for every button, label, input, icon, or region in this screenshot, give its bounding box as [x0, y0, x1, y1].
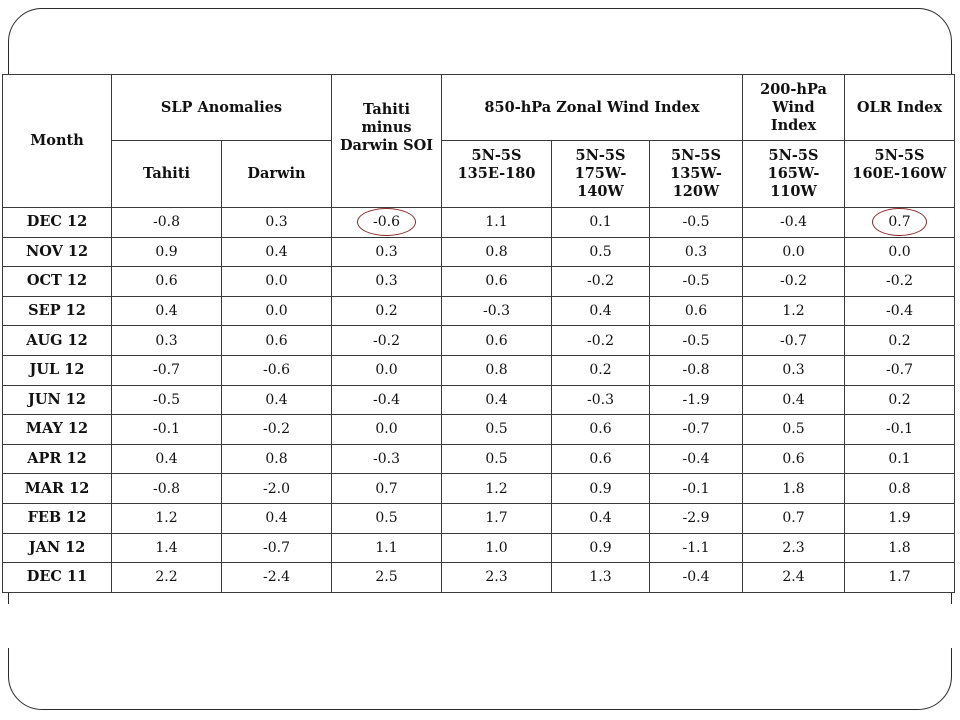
- olr-cell: 0.8: [845, 474, 955, 504]
- frame-gap-right: [946, 604, 956, 648]
- zonal-135w-120w-cell: -0.1: [650, 474, 743, 504]
- header-z3-line: 5N-5S: [671, 147, 721, 164]
- tahiti-cell: 1.2: [112, 503, 222, 533]
- highlighted-value: [888, 213, 910, 231]
- zonal-135e-180-cell: 2.3: [442, 563, 552, 593]
- zonal-135w-120w-cell: -0.4: [650, 444, 743, 474]
- table-row: [3, 267, 955, 297]
- tahiti-cell: -0.5: [112, 385, 222, 415]
- soi-cell: 0.0: [332, 415, 442, 445]
- olr-cell: 1.7: [845, 563, 955, 593]
- header-200hpa-line: Wind: [772, 98, 815, 116]
- table-row: [3, 415, 955, 445]
- olr-cell: -0.4: [845, 296, 955, 326]
- zonal-135w-120w-cell: -0.5: [650, 326, 743, 356]
- zonal-135w-120w-cell: -1.9: [650, 385, 743, 415]
- zonal-175w-140w-cell: 0.9: [552, 474, 650, 504]
- zonal-175w-140w-cell: -0.2: [552, 326, 650, 356]
- header-200hpa-line: 200-hPa: [760, 80, 827, 98]
- soi-cell: 0.0: [332, 355, 442, 385]
- highlighted-value: [373, 213, 400, 231]
- header-zonal-135w-120w: [650, 141, 743, 208]
- tahiti-cell: -0.8: [112, 474, 222, 504]
- soi-cell: 0.3: [332, 237, 442, 267]
- wind200-cell: 0.0: [743, 237, 845, 267]
- soi-cell: -0.2: [332, 326, 442, 356]
- table-row: [3, 563, 955, 593]
- tahiti-cell: 0.9: [112, 237, 222, 267]
- darwin-cell: 0.3: [222, 208, 332, 238]
- soi-cell: -0.4: [332, 385, 442, 415]
- month-cell: DEC 11: [3, 563, 112, 593]
- wind200-cell: -0.2: [743, 267, 845, 297]
- darwin-cell: -2.4: [222, 563, 332, 593]
- header-olr-line: 160E-160W: [852, 165, 947, 182]
- tahiti-cell: -0.7: [112, 355, 222, 385]
- wind200-cell: 2.4: [743, 563, 845, 593]
- olr-value: 0.7: [888, 214, 911, 231]
- zonal-135e-180-cell: 0.5: [442, 444, 552, 474]
- header-olr-160e-160w: [845, 141, 955, 208]
- soi-cell: 0.3: [332, 267, 442, 297]
- header-olr-line: 5N-5S: [874, 147, 925, 164]
- month-cell: JAN 12: [3, 533, 112, 563]
- zonal-175w-140w-cell: 0.4: [552, 503, 650, 533]
- header-zonal-175w-140w: [552, 141, 650, 208]
- olr-cell: [845, 208, 955, 238]
- zonal-135e-180-cell: 1.0: [442, 533, 552, 563]
- header-z2-line: 140W: [577, 183, 624, 200]
- header-soi: [332, 75, 442, 208]
- header-soi-line: Tahiti: [362, 101, 411, 118]
- month-cell: FEB 12: [3, 503, 112, 533]
- month-cell: DEC 12: [3, 208, 112, 238]
- frame-gap-left: [4, 604, 14, 648]
- wind200-cell: -0.4: [743, 208, 845, 238]
- wind200-cell: 1.8: [743, 474, 845, 504]
- soi-cell: [332, 208, 442, 238]
- zonal-135w-120w-cell: -1.1: [650, 533, 743, 563]
- month-cell: JUL 12: [3, 355, 112, 385]
- header-z3-line: 135W-: [670, 165, 722, 182]
- table-row: [3, 208, 955, 238]
- table-row: [3, 326, 955, 356]
- wind200-cell: 0.6: [743, 444, 845, 474]
- zonal-175w-140w-cell: -0.2: [552, 267, 650, 297]
- olr-cell: -0.2: [845, 267, 955, 297]
- zonal-135e-180-cell: 0.6: [442, 267, 552, 297]
- tahiti-cell: 0.4: [112, 444, 222, 474]
- wind200-cell: 0.7: [743, 503, 845, 533]
- zonal-135w-120w-cell: -0.8: [650, 355, 743, 385]
- zonal-135e-180-cell: 0.8: [442, 237, 552, 267]
- tahiti-cell: 0.4: [112, 296, 222, 326]
- zonal-175w-140w-cell: 1.3: [552, 563, 650, 593]
- header-z1-line: 5N-5S: [471, 147, 522, 164]
- header-z3-line: 120W: [672, 183, 720, 200]
- darwin-cell: -0.2: [222, 415, 332, 445]
- month-cell: JUN 12: [3, 385, 112, 415]
- header-w200-line: 165W-: [767, 165, 820, 182]
- darwin-cell: 0.4: [222, 237, 332, 267]
- wind200-cell: -0.7: [743, 326, 845, 356]
- olr-cell: -0.1: [845, 415, 955, 445]
- wind200-cell: 0.5: [743, 415, 845, 445]
- table-row: [3, 355, 955, 385]
- zonal-175w-140w-cell: -0.3: [552, 385, 650, 415]
- table-row: [3, 474, 955, 504]
- zonal-175w-140w-cell: 0.9: [552, 533, 650, 563]
- soi-cell: 0.5: [332, 503, 442, 533]
- olr-cell: 0.2: [845, 385, 955, 415]
- header-w200-line: 5N-5S: [768, 147, 819, 164]
- header-slp-anomalies: SLP Anomalies: [112, 75, 332, 141]
- header-soi-line: Darwin SOI: [339, 137, 434, 154]
- header-zonal-135e-180: [442, 141, 552, 208]
- soi-cell: 2.5: [332, 563, 442, 593]
- month-cell: NOV 12: [3, 237, 112, 267]
- wind200-cell: 0.4: [743, 385, 845, 415]
- header-row-1: [3, 75, 955, 141]
- zonal-135w-120w-cell: -0.7: [650, 415, 743, 445]
- zonal-135w-120w-cell: 0.3: [650, 237, 743, 267]
- zonal-135e-180-cell: 0.8: [442, 355, 552, 385]
- table-row: [3, 385, 955, 415]
- tahiti-cell: 0.3: [112, 326, 222, 356]
- zonal-175w-140w-cell: 0.2: [552, 355, 650, 385]
- darwin-cell: 0.8: [222, 444, 332, 474]
- header-month: Month: [3, 75, 112, 208]
- zonal-135w-120w-cell: -0.5: [650, 267, 743, 297]
- header-200hpa-wind-index: [743, 75, 845, 141]
- table-body: [3, 208, 955, 593]
- darwin-cell: 0.0: [222, 296, 332, 326]
- month-cell: APR 12: [3, 444, 112, 474]
- zonal-135e-180-cell: 0.6: [442, 326, 552, 356]
- zonal-135e-180-cell: 1.7: [442, 503, 552, 533]
- table-row: [3, 296, 955, 326]
- header-darwin: Darwin: [222, 141, 332, 208]
- zonal-135w-120w-cell: -2.9: [650, 503, 743, 533]
- enso-index-table: [2, 74, 955, 593]
- wind200-cell: 0.3: [743, 355, 845, 385]
- soi-value: -0.6: [373, 214, 400, 231]
- zonal-135w-120w-cell: -0.5: [650, 208, 743, 238]
- header-z2-line: 5N-5S: [575, 147, 626, 164]
- highlight-circle: [357, 208, 416, 236]
- darwin-cell: 0.4: [222, 503, 332, 533]
- header-soi-line: minus: [361, 119, 412, 136]
- tahiti-cell: -0.1: [112, 415, 222, 445]
- tahiti-cell: 2.2: [112, 563, 222, 593]
- darwin-cell: -0.6: [222, 355, 332, 385]
- zonal-175w-140w-cell: 0.6: [552, 415, 650, 445]
- wind200-cell: 1.2: [743, 296, 845, 326]
- month-cell: OCT 12: [3, 267, 112, 297]
- header-row-2: [3, 141, 955, 208]
- tahiti-cell: -0.8: [112, 208, 222, 238]
- olr-cell: 1.9: [845, 503, 955, 533]
- zonal-135e-180-cell: 0.4: [442, 385, 552, 415]
- zonal-135e-180-cell: 1.2: [442, 474, 552, 504]
- zonal-175w-140w-cell: 0.1: [552, 208, 650, 238]
- table-row: [3, 503, 955, 533]
- zonal-175w-140w-cell: 0.4: [552, 296, 650, 326]
- zonal-135e-180-cell: 0.5: [442, 415, 552, 445]
- darwin-cell: -2.0: [222, 474, 332, 504]
- soi-cell: 0.7: [332, 474, 442, 504]
- tahiti-cell: 1.4: [112, 533, 222, 563]
- zonal-175w-140w-cell: 0.5: [552, 237, 650, 267]
- header-z1-line: 135E-180: [457, 165, 536, 182]
- header-z2-line: 175W-: [574, 165, 627, 182]
- month-cell: SEP 12: [3, 296, 112, 326]
- month-cell: MAY 12: [3, 415, 112, 445]
- olr-cell: 0.1: [845, 444, 955, 474]
- table-row: [3, 533, 955, 563]
- header-zonal-wind-index: 850-hPa Zonal Wind Index: [442, 75, 743, 141]
- darwin-cell: 0.4: [222, 385, 332, 415]
- zonal-135e-180-cell: 1.1: [442, 208, 552, 238]
- highlight-circle: [872, 208, 926, 236]
- soi-cell: 1.1: [332, 533, 442, 563]
- header-200hpa-165w-110w: [743, 141, 845, 208]
- month-cell: AUG 12: [3, 326, 112, 356]
- header-tahiti: Tahiti: [112, 141, 222, 208]
- table-row: [3, 444, 955, 474]
- olr-cell: 0.0: [845, 237, 955, 267]
- table-row: [3, 237, 955, 267]
- darwin-cell: -0.7: [222, 533, 332, 563]
- soi-cell: 0.2: [332, 296, 442, 326]
- zonal-175w-140w-cell: 0.6: [552, 444, 650, 474]
- olr-cell: 0.2: [845, 326, 955, 356]
- olr-cell: -0.7: [845, 355, 955, 385]
- header-olr-index: OLR Index: [845, 75, 955, 141]
- header-w200-line: 110W: [770, 183, 817, 200]
- zonal-135e-180-cell: -0.3: [442, 296, 552, 326]
- zonal-135w-120w-cell: 0.6: [650, 296, 743, 326]
- soi-cell: -0.3: [332, 444, 442, 474]
- olr-cell: 1.8: [845, 533, 955, 563]
- wind200-cell: 2.3: [743, 533, 845, 563]
- tahiti-cell: 0.6: [112, 267, 222, 297]
- header-200hpa-line: Index: [770, 116, 817, 134]
- darwin-cell: 0.0: [222, 267, 332, 297]
- zonal-135w-120w-cell: -0.4: [650, 563, 743, 593]
- darwin-cell: 0.6: [222, 326, 332, 356]
- month-cell: MAR 12: [3, 474, 112, 504]
